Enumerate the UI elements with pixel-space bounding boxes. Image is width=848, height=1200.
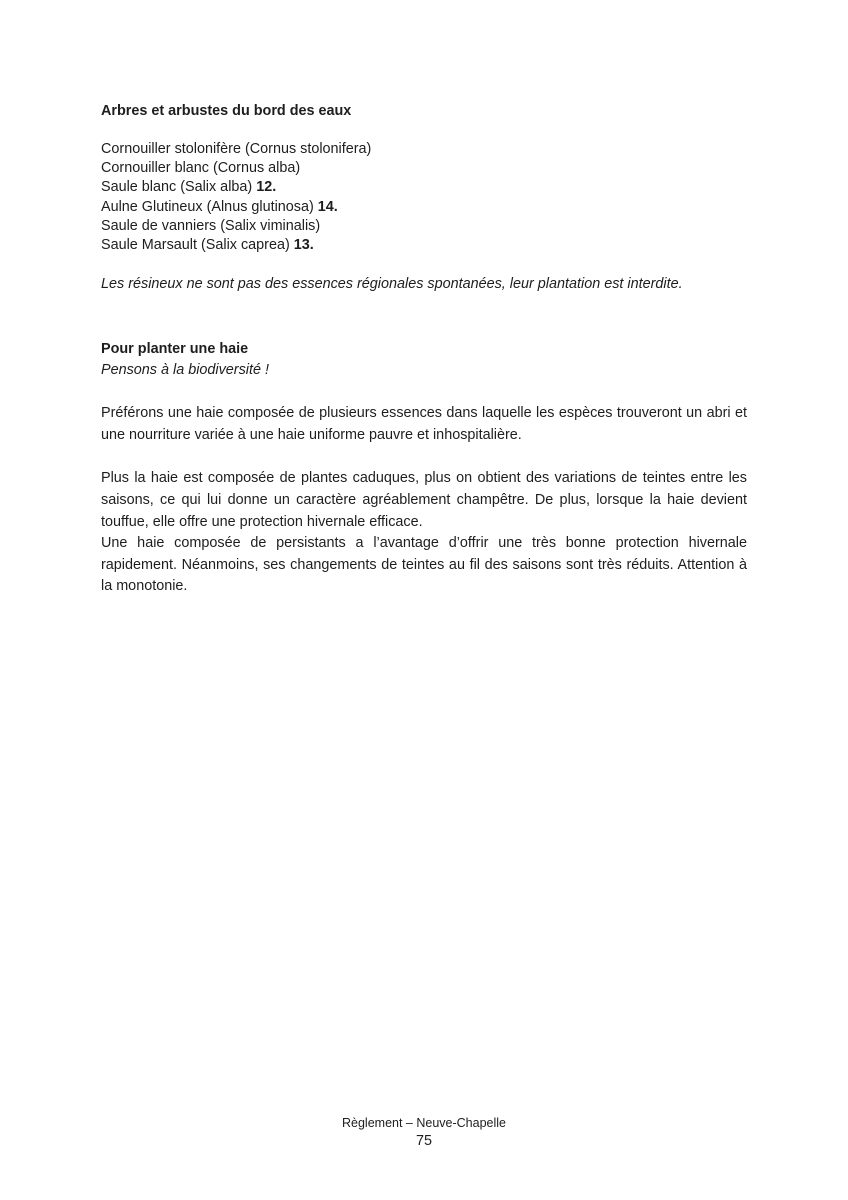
list-item (101, 217, 747, 236)
section-heading-hedge: Pour planter une haie (101, 341, 249, 358)
page-number: 75 (415, 1133, 432, 1149)
page-content (101, 101, 747, 598)
conifer-note: Les résineux ne sont pas des essences régionales spontanées, leur plantation est interdite. (101, 276, 683, 293)
footer-title: Règlement – Neuve-Chapelle (342, 1116, 506, 1130)
species-name: Cornouiller blanc (Cornus alba) (101, 160, 301, 177)
species-reference: 14. (317, 198, 338, 215)
list-item (101, 159, 747, 178)
section-heading-trees: Arbres et arbustes du bord des eaux (101, 103, 352, 119)
list-item (101, 178, 747, 197)
paragraph: Une haie composée de persistants a l’avantage d’offrir une très bonne protection hivernale rapidement. Néanmoins, ses changements de teintes au fil des saisons sont très réduits. Attention à la monotonie. (101, 535, 747, 595)
species-list (101, 140, 747, 255)
paragraph: Plus la haie est composée de plantes caduques, plus on obtient des variations de teintes entre les saisons, ce qui lui donne un caractère agréablement champêtre. De plus, lorsque la haie devient touffue, elle offre une protection hivernale efficace. (101, 470, 747, 530)
list-item (101, 198, 747, 217)
list-item (101, 140, 747, 159)
species-reference: 13. (293, 237, 314, 254)
page-footer (0, 1115, 848, 1151)
paragraph: Préférons une haie composée de plusieurs essences dans laquelle les espèces trouveront un abri et une nourriture variée à une haie uniforme pauvre et inhospitalière. (101, 405, 747, 443)
list-item (101, 236, 747, 255)
hedge-section (101, 339, 747, 598)
species-name: Aulne Glutineux (Alnus glutinosa) (101, 198, 314, 215)
species-name: Saule Marsault (Salix caprea) (101, 237, 290, 254)
species-reference: 12. (256, 179, 277, 196)
species-name: Saule de vanniers (Salix viminalis) (101, 217, 321, 234)
section-subheading: Pensons à la biodiversité ! (101, 362, 269, 379)
species-name: Saule blanc (Salix alba) (101, 179, 253, 196)
species-name: Cornouiller stolonifère (Cornus stolonifera) (101, 141, 372, 157)
